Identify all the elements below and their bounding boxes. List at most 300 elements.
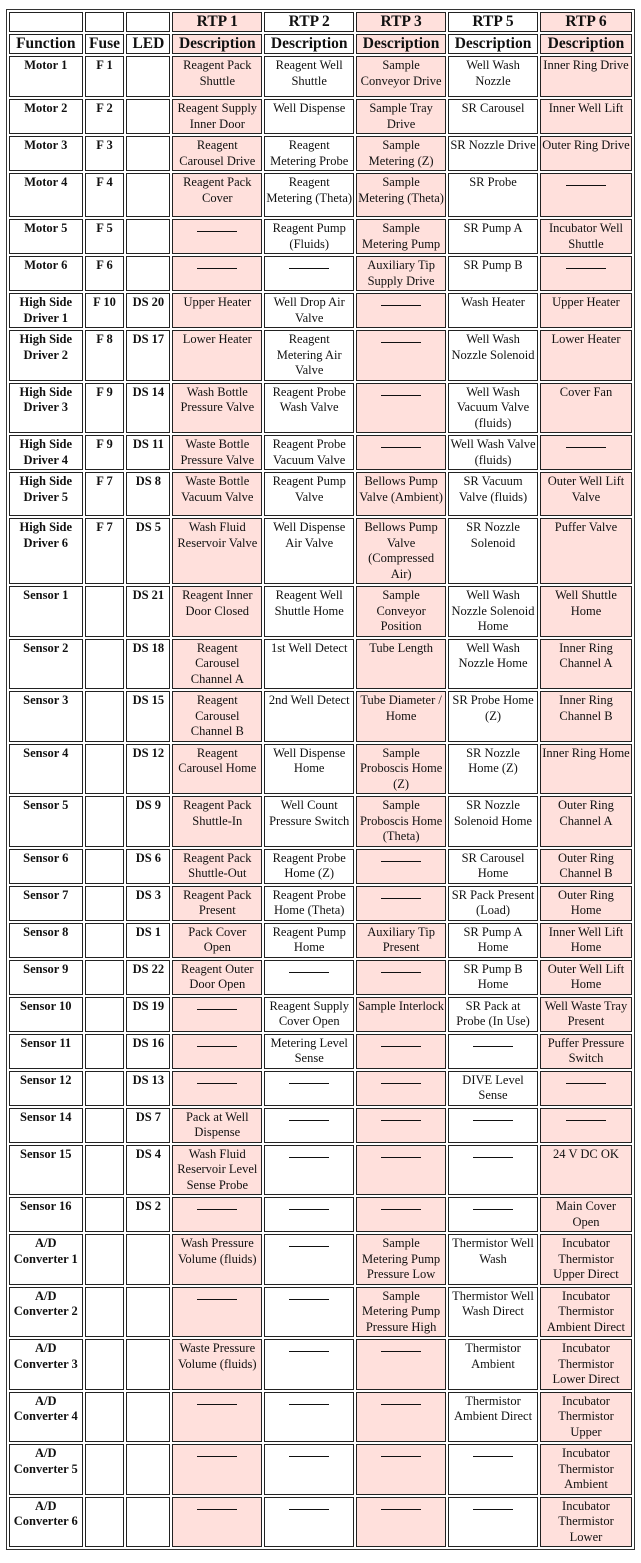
- empty-dash: [381, 1046, 421, 1047]
- rtp2-description-cell: Reagent Probe Home (Z): [264, 849, 354, 884]
- table-row: [9, 923, 632, 958]
- rtp2-description-cell: Reagent Probe Wash Valve: [264, 383, 354, 434]
- table-row: [9, 256, 632, 291]
- led-cell: DS 13: [126, 1071, 170, 1106]
- rtp5-description-cell: Well Wash Nozzle Solenoid Home: [448, 586, 538, 637]
- rtp2-description-cell: Reagent Probe Vacuum Valve: [264, 435, 354, 470]
- empty-dash: [381, 1083, 421, 1084]
- table-row: [9, 1145, 632, 1196]
- function-cell: Motor 2: [9, 99, 83, 134]
- table-row: [9, 1108, 632, 1143]
- rtp1-description-cell: Upper Heater: [172, 293, 262, 328]
- function-cell: A/D Converter 6: [9, 1497, 83, 1548]
- fuse-cell: F 6: [85, 256, 125, 291]
- rtp2-description-cell: Well Dispense Home: [264, 744, 354, 795]
- rtp3-description-cell: [356, 1444, 446, 1495]
- rtp5-description-cell: Thermistor Well Wash Direct: [448, 1287, 538, 1338]
- rtp1-description-cell: Wash Fluid Reservoir Valve: [172, 518, 262, 584]
- rtp5-description-cell: SR Pump A: [448, 219, 538, 254]
- led-cell: DS 15: [126, 691, 170, 742]
- rtp5-description-cell: [448, 1145, 538, 1196]
- function-cell: Motor 5: [9, 219, 83, 254]
- led-cell: DS 16: [126, 1034, 170, 1069]
- fuse-cell: F 10: [85, 293, 125, 328]
- function-cell: High Side Driver 3: [9, 383, 83, 434]
- table-row: [9, 1339, 632, 1390]
- rtp5-description-cell: [448, 1497, 538, 1548]
- empty-dash: [473, 1120, 513, 1121]
- function-cell: A/D Converter 1: [9, 1234, 83, 1285]
- empty-dash: [473, 1209, 513, 1210]
- fuse-cell: [85, 1287, 125, 1338]
- rtp6-description-cell: Incubator Thermistor Ambient Direct: [540, 1287, 632, 1338]
- rtp1-description-cell: Reagent Outer Door Open: [172, 960, 262, 995]
- empty-dash: [289, 1246, 329, 1247]
- rtp1-description-cell: Wash Bottle Pressure Valve: [172, 383, 262, 434]
- table-row: [9, 293, 632, 328]
- rtp5-description-cell: [448, 1197, 538, 1232]
- rtp5-description-cell: Well Wash Nozzle Home: [448, 639, 538, 690]
- empty-dash: [197, 1456, 237, 1457]
- led-cell: DS 3: [126, 886, 170, 921]
- empty-dash: [289, 1351, 329, 1352]
- led-cell: DS 6: [126, 849, 170, 884]
- rtp6-description-cell: Inner Ring Home: [540, 744, 632, 795]
- rtp6-description-cell: Outer Well Lift Home: [540, 960, 632, 995]
- empty-dash: [197, 1083, 237, 1084]
- fuse-cell: [85, 960, 125, 995]
- rtp2-description-cell: Metering Level Sense: [264, 1034, 354, 1069]
- empty-dash: [473, 1456, 513, 1457]
- rtp1-description-cell: Reagent Inner Door Closed: [172, 586, 262, 637]
- led-cell: [126, 1287, 170, 1338]
- rtp5-description-cell: SR Probe Home (Z): [448, 691, 538, 742]
- rtp1-description-cell: Lower Heater: [172, 330, 262, 381]
- rtp3-description-cell: Sample Interlock: [356, 997, 446, 1032]
- rtp2-description-cell: [264, 1497, 354, 1548]
- rtp2-description-cell: [264, 1145, 354, 1196]
- fuse-cell: [85, 586, 125, 637]
- empty-dash: [289, 1456, 329, 1457]
- rtp2-description-cell: Reagent Well Shuttle Home: [264, 586, 354, 637]
- rtp6-description-cell: Inner Well Lift Home: [540, 923, 632, 958]
- header-rtp2: RTP 2: [264, 12, 354, 32]
- led-cell: DS 8: [126, 472, 170, 516]
- rtp2-description-cell: [264, 1392, 354, 1443]
- rtp3-description-cell: Sample Metering Pump: [356, 219, 446, 254]
- table-row: [9, 1287, 632, 1338]
- function-cell: Motor 3: [9, 136, 83, 171]
- empty-dash: [381, 1157, 421, 1158]
- led-cell: DS 11: [126, 435, 170, 470]
- fuse-cell: F 1: [85, 56, 125, 97]
- function-cell: Sensor 4: [9, 744, 83, 795]
- led-cell: DS 20: [126, 293, 170, 328]
- header-rtp5: RTP 5: [448, 12, 538, 32]
- rtp1-description-cell: Reagent Carousel Channel A: [172, 639, 262, 690]
- empty-dash: [381, 1209, 421, 1210]
- table-row: [9, 472, 632, 516]
- rtp1-description-cell: [172, 1392, 262, 1443]
- rtp6-description-cell: Outer Ring Channel A: [540, 796, 632, 847]
- fuse-cell: [85, 639, 125, 690]
- led-cell: DS 12: [126, 744, 170, 795]
- fuse-cell: [85, 886, 125, 921]
- rtp1-description-cell: Wash Fluid Reservoir Level Sense Probe: [172, 1145, 262, 1196]
- rtp5-description-cell: SR Nozzle Drive: [448, 136, 538, 171]
- rtp3-description-cell: Auxiliary Tip Present: [356, 923, 446, 958]
- fuse-cell: [85, 997, 125, 1032]
- rtp1-description-cell: Reagent Supply Inner Door: [172, 99, 262, 134]
- table-row: [9, 518, 632, 584]
- header-rtp1: RTP 1: [172, 12, 262, 32]
- table-row: [9, 1444, 632, 1495]
- rtp5-description-cell: SR Pump B: [448, 256, 538, 291]
- led-cell: [126, 1497, 170, 1548]
- rtp6-description-cell: Inner Ring Channel A: [540, 639, 632, 690]
- rtp2-description-cell: Well Dispense: [264, 99, 354, 134]
- rtp3-description-cell: Sample Metering (Theta): [356, 173, 446, 217]
- rtp5-description-cell: SR Nozzle Home (Z): [448, 744, 538, 795]
- rtp2-description-cell: Reagent Metering Air Valve: [264, 330, 354, 381]
- table-row: [9, 1392, 632, 1443]
- rtp1-description-cell: [172, 1287, 262, 1338]
- rtp1-description-cell: Reagent Pack Cover: [172, 173, 262, 217]
- rtp3-description-cell: [356, 383, 446, 434]
- led-cell: DS 1: [126, 923, 170, 958]
- rtp1-description-cell: Reagent Carousel Drive: [172, 136, 262, 171]
- rtp3-description-cell: [356, 293, 446, 328]
- empty-dash: [197, 1509, 237, 1510]
- rtp1-description-cell: Pack at Well Dispense: [172, 1108, 262, 1143]
- empty-dash: [289, 1083, 329, 1084]
- page-container: [6, 9, 635, 1550]
- rtp2-description-cell: Reagent Supply Cover Open: [264, 997, 354, 1032]
- led-cell: [126, 1392, 170, 1443]
- empty-dash: [473, 1157, 513, 1158]
- rtp5-description-cell: [448, 1108, 538, 1143]
- rtp3-description-cell: Tube Length: [356, 639, 446, 690]
- empty-dash: [289, 1157, 329, 1158]
- empty-dash: [381, 972, 421, 973]
- rtp1-description-cell: [172, 1071, 262, 1106]
- table-row: [9, 1034, 632, 1069]
- function-cell: Sensor 1: [9, 586, 83, 637]
- fuse-cell: F 7: [85, 518, 125, 584]
- rtp3-description-cell: Tube Diameter / Home: [356, 691, 446, 742]
- led-cell: DS 2: [126, 1197, 170, 1232]
- led-cell: DS 22: [126, 960, 170, 995]
- empty-dash: [289, 1509, 329, 1510]
- function-cell: High Side Driver 1: [9, 293, 83, 328]
- header-rtp3: RTP 3: [356, 12, 446, 32]
- rtp5-description-cell: SR Vacuum Valve (fluids): [448, 472, 538, 516]
- table-row: [9, 960, 632, 995]
- rtp6-description-cell: Incubator Well Shuttle: [540, 219, 632, 254]
- rtp5-description-cell: [448, 1444, 538, 1495]
- led-cell: [126, 219, 170, 254]
- rtp1-description-cell: Wash Pressure Volume (fluids): [172, 1234, 262, 1285]
- function-cell: Sensor 16: [9, 1197, 83, 1232]
- fuse-cell: [85, 1197, 125, 1232]
- rtp3-description-cell: [356, 886, 446, 921]
- header-description-rtp6: Description: [540, 34, 632, 54]
- table-row: [9, 1497, 632, 1548]
- rtp1-description-cell: Waste Pressure Volume (fluids): [172, 1339, 262, 1390]
- rtp2-description-cell: Well Drop Air Valve: [264, 293, 354, 328]
- rtp2-description-cell: [264, 1287, 354, 1338]
- fuse-cell: [85, 796, 125, 847]
- rtp6-description-cell: [540, 435, 632, 470]
- empty-dash: [381, 305, 421, 306]
- rtp6-description-cell: Incubator Thermistor Ambient: [540, 1444, 632, 1495]
- empty-dash: [289, 1404, 329, 1405]
- rtp1-description-cell: Reagent Pack Present: [172, 886, 262, 921]
- rtp6-description-cell: Incubator Thermistor Lower Direct: [540, 1339, 632, 1390]
- led-cell: DS 19: [126, 997, 170, 1032]
- function-cell: A/D Converter 5: [9, 1444, 83, 1495]
- table-row: [9, 219, 632, 254]
- empty-dash: [473, 1509, 513, 1510]
- rtp3-description-cell: [356, 1392, 446, 1443]
- rtp3-description-cell: [356, 435, 446, 470]
- fuse-cell: F 9: [85, 435, 125, 470]
- fuse-cell: [85, 691, 125, 742]
- function-cell: High Side Driver 2: [9, 330, 83, 381]
- led-cell: [126, 136, 170, 171]
- rtp3-description-cell: Sample Conveyor Position: [356, 586, 446, 637]
- rtp1-description-cell: Reagent Pack Shuttle: [172, 56, 262, 97]
- rtp6-description-cell: Well Waste Tray Present: [540, 997, 632, 1032]
- header-function: Function: [9, 34, 83, 54]
- rtp2-description-cell: Reagent Probe Home (Theta): [264, 886, 354, 921]
- function-cell: High Side Driver 5: [9, 472, 83, 516]
- header-blank-led: [126, 12, 170, 32]
- rtp6-description-cell: Cover Fan: [540, 383, 632, 434]
- empty-dash: [289, 1299, 329, 1300]
- led-cell: DS 5: [126, 518, 170, 584]
- empty-dash: [381, 1120, 421, 1121]
- rtp1-description-cell: [172, 1034, 262, 1069]
- rtp3-description-cell: [356, 849, 446, 884]
- empty-dash: [197, 1299, 237, 1300]
- function-cell: Sensor 5: [9, 796, 83, 847]
- empty-dash: [381, 861, 421, 862]
- rtp5-description-cell: SR Carousel Home: [448, 849, 538, 884]
- function-cell: Motor 4: [9, 173, 83, 217]
- empty-dash: [566, 1120, 606, 1121]
- led-cell: [126, 1444, 170, 1495]
- rtp2-description-cell: [264, 1444, 354, 1495]
- header-row-rtp: [9, 12, 632, 32]
- rtp5-description-cell: Wash Heater: [448, 293, 538, 328]
- led-cell: DS 7: [126, 1108, 170, 1143]
- fuse-cell: [85, 1392, 125, 1443]
- rtp-function-table: [6, 9, 635, 1550]
- empty-dash: [381, 342, 421, 343]
- table-row: [9, 99, 632, 134]
- rtp2-description-cell: [264, 1071, 354, 1106]
- rtp6-description-cell: Outer Ring Channel B: [540, 849, 632, 884]
- rtp2-description-cell: Reagent Pump (Fluids): [264, 219, 354, 254]
- rtp6-description-cell: Incubator Thermistor Upper Direct: [540, 1234, 632, 1285]
- empty-dash: [289, 972, 329, 973]
- function-cell: Sensor 3: [9, 691, 83, 742]
- rtp6-description-cell: Inner Well Lift: [540, 99, 632, 134]
- rtp3-description-cell: [356, 330, 446, 381]
- header-blank-fuse: [85, 12, 125, 32]
- rtp2-description-cell: Well Dispense Air Valve: [264, 518, 354, 584]
- table-row: [9, 330, 632, 381]
- rtp1-description-cell: [172, 1197, 262, 1232]
- empty-dash: [381, 1404, 421, 1405]
- table-body: [9, 56, 632, 1547]
- function-cell: Sensor 2: [9, 639, 83, 690]
- fuse-cell: [85, 1145, 125, 1196]
- rtp3-description-cell: Bellows Pump Valve (Compressed Air): [356, 518, 446, 584]
- rtp1-description-cell: Waste Bottle Vacuum Valve: [172, 472, 262, 516]
- rtp2-description-cell: Reagent Metering (Theta): [264, 173, 354, 217]
- fuse-cell: [85, 744, 125, 795]
- rtp1-description-cell: [172, 1444, 262, 1495]
- header-rtp6: RTP 6: [540, 12, 632, 32]
- rtp6-description-cell: Well Shuttle Home: [540, 586, 632, 637]
- rtp2-description-cell: [264, 1234, 354, 1285]
- led-cell: [126, 256, 170, 291]
- function-cell: A/D Converter 4: [9, 1392, 83, 1443]
- led-cell: [126, 1234, 170, 1285]
- rtp1-description-cell: Reagent Carousel Channel B: [172, 691, 262, 742]
- header-description-rtp5: Description: [448, 34, 538, 54]
- rtp1-description-cell: [172, 997, 262, 1032]
- rtp6-description-cell: Lower Heater: [540, 330, 632, 381]
- header-led: LED: [126, 34, 170, 54]
- empty-dash: [566, 1083, 606, 1084]
- rtp6-description-cell: Outer Ring Drive: [540, 136, 632, 171]
- rtp5-description-cell: SR Pack Present (Load): [448, 886, 538, 921]
- empty-dash: [197, 1404, 237, 1405]
- rtp2-description-cell: 2nd Well Detect: [264, 691, 354, 742]
- rtp6-description-cell: [540, 1071, 632, 1106]
- rtp2-description-cell: [264, 1339, 354, 1390]
- fuse-cell: F 2: [85, 99, 125, 134]
- rtp1-description-cell: Reagent Carousel Home: [172, 744, 262, 795]
- table-row: [9, 997, 632, 1032]
- empty-dash: [566, 447, 606, 448]
- table-row: [9, 849, 632, 884]
- rtp6-description-cell: [540, 1108, 632, 1143]
- fuse-cell: F 7: [85, 472, 125, 516]
- table-row: [9, 435, 632, 470]
- rtp3-description-cell: [356, 960, 446, 995]
- function-cell: Sensor 7: [9, 886, 83, 921]
- header-fuse: Fuse: [85, 34, 125, 54]
- table-row: [9, 173, 632, 217]
- function-cell: High Side Driver 6: [9, 518, 83, 584]
- header-description-rtp2: Description: [264, 34, 354, 54]
- rtp6-description-cell: [540, 173, 632, 217]
- function-cell: Sensor 10: [9, 997, 83, 1032]
- empty-dash: [381, 395, 421, 396]
- function-cell: A/D Converter 2: [9, 1287, 83, 1338]
- table-row: [9, 383, 632, 434]
- table-row: [9, 744, 632, 795]
- rtp3-description-cell: Sample Tray Drive: [356, 99, 446, 134]
- fuse-cell: [85, 1108, 125, 1143]
- rtp3-description-cell: Bellows Pump Valve (Ambient): [356, 472, 446, 516]
- function-cell: Motor 6: [9, 256, 83, 291]
- rtp6-description-cell: Inner Ring Channel B: [540, 691, 632, 742]
- rtp6-description-cell: Incubator Thermistor Lower: [540, 1497, 632, 1548]
- fuse-cell: [85, 1034, 125, 1069]
- rtp6-description-cell: [540, 256, 632, 291]
- empty-dash: [381, 898, 421, 899]
- header-row-labels: [9, 34, 632, 54]
- rtp6-description-cell: Outer Ring Home: [540, 886, 632, 921]
- rtp1-description-cell: [172, 1497, 262, 1548]
- empty-dash: [381, 1351, 421, 1352]
- led-cell: DS 17: [126, 330, 170, 381]
- empty-dash: [197, 231, 237, 232]
- fuse-cell: [85, 849, 125, 884]
- fuse-cell: F 8: [85, 330, 125, 381]
- rtp3-description-cell: Sample Proboscis Home (Theta): [356, 796, 446, 847]
- fuse-cell: [85, 1234, 125, 1285]
- function-cell: Motor 1: [9, 56, 83, 97]
- rtp2-description-cell: [264, 1108, 354, 1143]
- rtp6-description-cell: Puffer Pressure Switch: [540, 1034, 632, 1069]
- rtp3-description-cell: Sample Metering Pump Pressure Low: [356, 1234, 446, 1285]
- header-description-rtp1: Description: [172, 34, 262, 54]
- rtp1-description-cell: [172, 219, 262, 254]
- rtp2-description-cell: Reagent Pump Valve: [264, 472, 354, 516]
- empty-dash: [381, 1456, 421, 1457]
- fuse-cell: [85, 1444, 125, 1495]
- empty-dash: [197, 1209, 237, 1210]
- table-row: [9, 1071, 632, 1106]
- rtp2-description-cell: [264, 1197, 354, 1232]
- empty-dash: [381, 447, 421, 448]
- function-cell: Sensor 9: [9, 960, 83, 995]
- function-cell: Sensor 6: [9, 849, 83, 884]
- rtp3-description-cell: [356, 1197, 446, 1232]
- rtp5-description-cell: SR Pack at Probe (In Use): [448, 997, 538, 1032]
- function-cell: Sensor 12: [9, 1071, 83, 1106]
- rtp3-description-cell: [356, 1034, 446, 1069]
- table-row: [9, 886, 632, 921]
- rtp5-description-cell: SR Nozzle Solenoid: [448, 518, 538, 584]
- rtp5-description-cell: SR Carousel: [448, 99, 538, 134]
- table-row: [9, 1234, 632, 1285]
- function-cell: High Side Driver 4: [9, 435, 83, 470]
- rtp6-description-cell: Puffer Valve: [540, 518, 632, 584]
- rtp1-description-cell: Waste Bottle Pressure Valve: [172, 435, 262, 470]
- table-row: [9, 639, 632, 690]
- led-cell: DS 9: [126, 796, 170, 847]
- empty-dash: [289, 1209, 329, 1210]
- rtp5-description-cell: SR Nozzle Solenoid Home: [448, 796, 538, 847]
- led-cell: DS 21: [126, 586, 170, 637]
- rtp2-description-cell: 1st Well Detect: [264, 639, 354, 690]
- empty-dash: [381, 1509, 421, 1510]
- table-row: [9, 136, 632, 171]
- rtp3-description-cell: Sample Proboscis Home (Z): [356, 744, 446, 795]
- rtp6-description-cell: Outer Well Lift Valve: [540, 472, 632, 516]
- table-row: [9, 586, 632, 637]
- rtp3-description-cell: [356, 1071, 446, 1106]
- rtp2-description-cell: Reagent Pump Home: [264, 923, 354, 958]
- rtp1-description-cell: Reagent Pack Shuttle-Out: [172, 849, 262, 884]
